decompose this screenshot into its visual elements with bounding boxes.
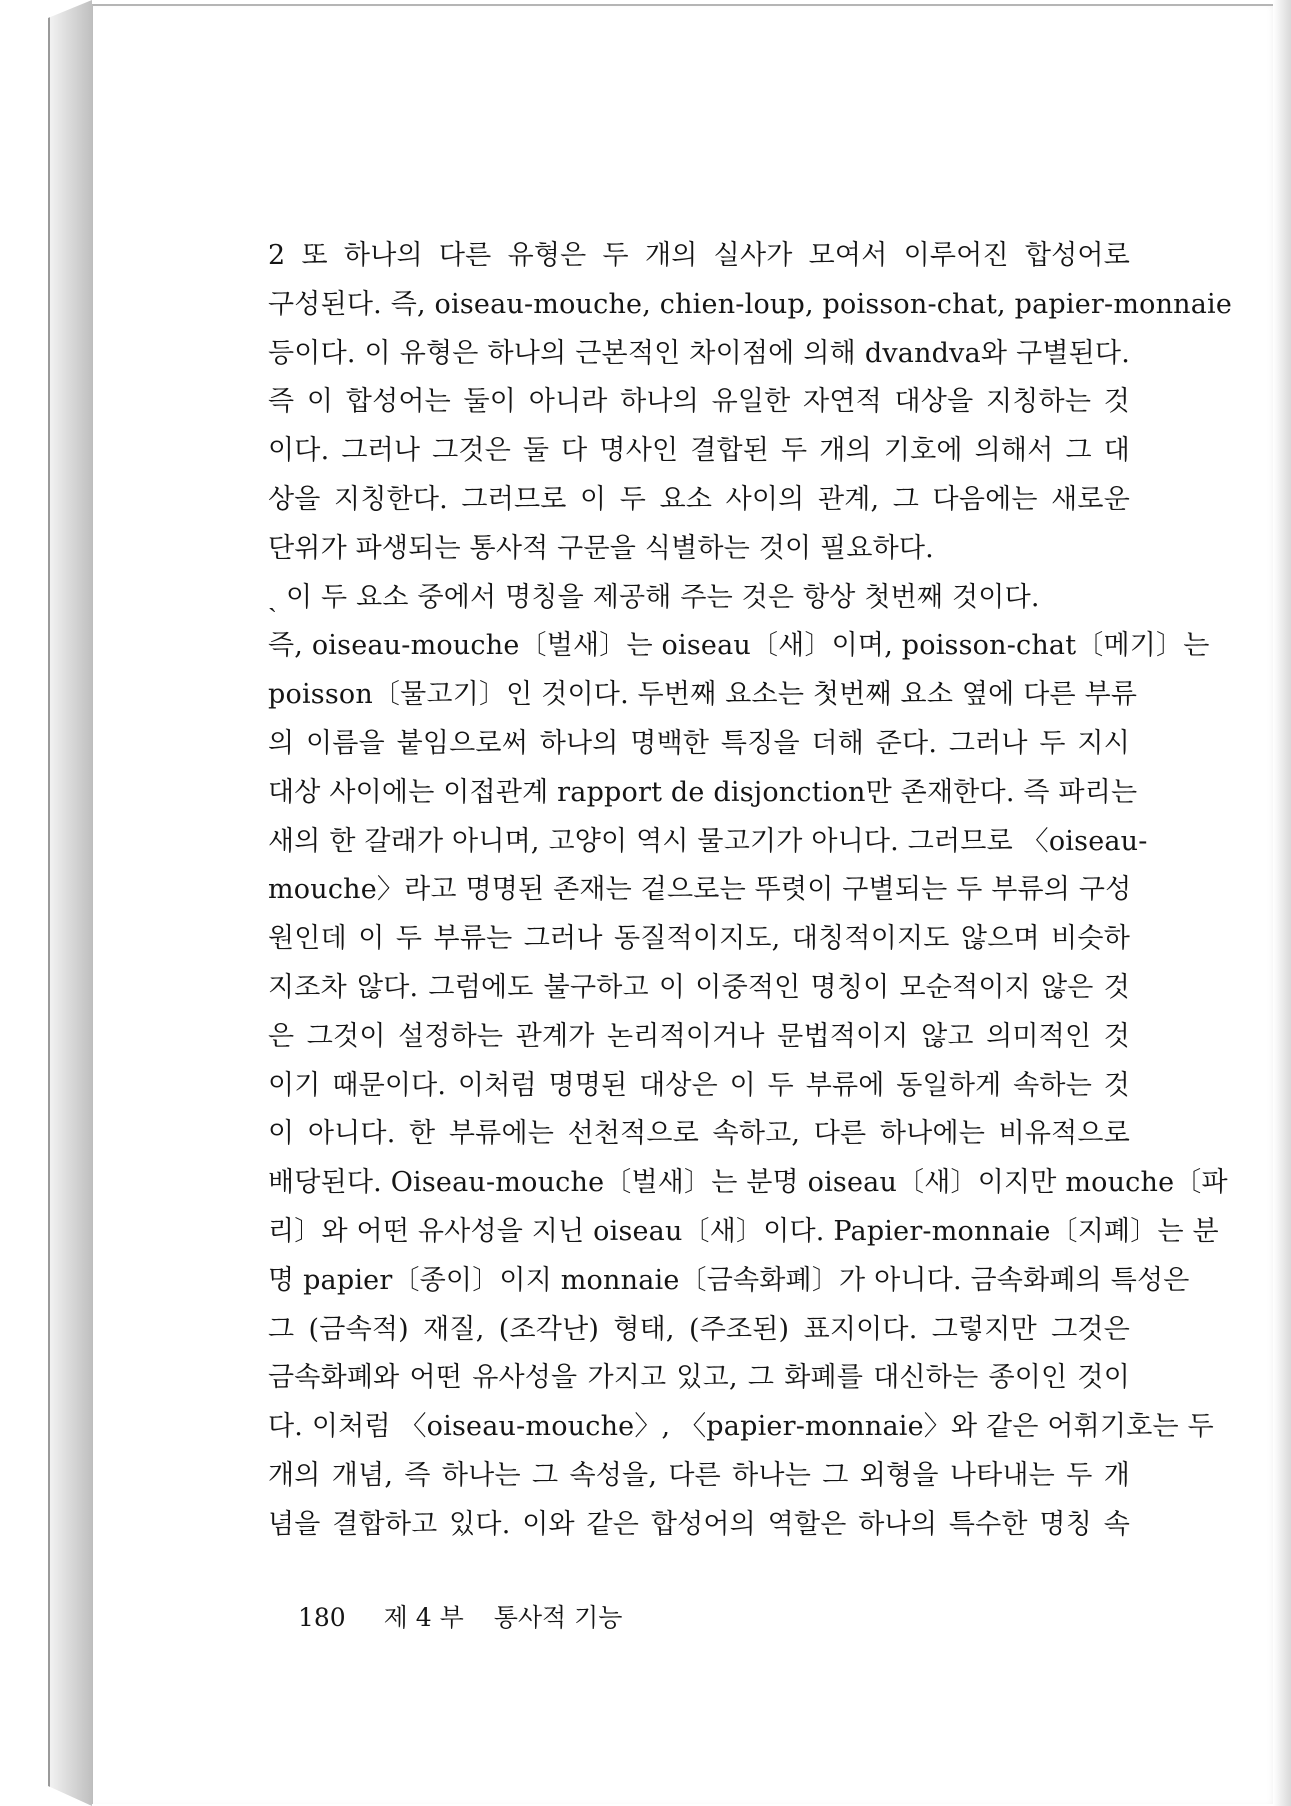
- page-footer: [298, 1598, 644, 1634]
- text-line: ˎ 이 두 요소 중에서 명칭을 제공해 주는 것은 항상 첫번째 것이다.: [268, 581, 1040, 613]
- text-line: 다. 이처럼 〈oiseau-mouche〉, 〈papier-monnaie〉와 같은 어휘기호는 두: [268, 1411, 1214, 1443]
- text-line: 의 이름을 붙임으로써 하나의 명백한 특징을 더해 준다. 그러나 두 지시: [268, 727, 1130, 759]
- text-line: 이 아니다. 한 부류에는 선천적으로 속하고, 다른 하나에는 비유적으로: [268, 1118, 1130, 1150]
- text-line: 등이다. 이 유형은 하나의 근본적인 차이점에 의해 dvandva와 구별된다.: [268, 337, 1130, 369]
- page-number: 180: [298, 1603, 346, 1632]
- text-line: 지조차 않다. 그럼에도 불구하고 이 이중적인 명칭이 모순적이지 않은 것: [268, 971, 1130, 1003]
- part-label: 제 4 부: [383, 1603, 464, 1632]
- text-line: 은 그것이 설정하는 관계가 논리적이거나 문법적이지 않고 의미적인 것: [268, 1020, 1130, 1052]
- text-line: 개의 개념, 즉 하나는 그 속성을, 다른 하나는 그 외형을 나타내는 두 개: [268, 1459, 1130, 1491]
- text-line: 념을 결합하고 있다. 이와 같은 합성어의 역할은 하나의 특수한 명칭 속: [268, 1508, 1130, 1540]
- text-line: 즉 이 합성어는 둘이 아니라 하나의 유일한 자연적 대상을 지칭하는 것: [268, 386, 1130, 418]
- book-spine: [48, 0, 94, 1806]
- text-line: poisson〔물고기〕인 것이다. 두번째 요소는 첫번째 요소 옆에 다른 부류: [268, 679, 1138, 711]
- text-line: 상을 지칭한다. 그러므로 이 두 요소 사이의 관계, 그 다음에는 새로운: [268, 483, 1130, 515]
- text-line: 그 (금속적) 재질, (조각난) 형태, (주조된) 표지이다. 그렇지만 그것은: [268, 1313, 1130, 1345]
- text-line: mouche〉라고 명명된 존재는 겉으로는 뚜렷이 구별되는 두 부류의 구성: [268, 874, 1132, 906]
- text-line: 단위가 파생되는 통사적 구문을 식별하는 것이 필요하다.: [268, 532, 934, 564]
- text-line: 명 papier〔종이〕이지 monnaie〔금속화폐〕가 아니다. 금속화폐의 특성은: [268, 1264, 1190, 1296]
- body-text: [268, 232, 1233, 1550]
- page-edge-shadow: [1273, 0, 1291, 1806]
- text-line: 이다. 그러나 그것은 둘 다 명사인 결합된 두 개의 기호에 의해서 그 대: [268, 435, 1130, 467]
- part-title: 통사적 기능: [493, 1603, 623, 1632]
- text-line: 금속화폐와 어떤 유사성을 가지고 있고, 그 화폐를 대신하는 종이인 것이: [268, 1362, 1130, 1394]
- text-line: 원인데 이 두 부류는 그러나 동질적이지도, 대칭적이지도 않으며 비슷하: [268, 923, 1130, 955]
- text-line: 새의 한 갈래가 아니며, 고양이 역시 물고기가 아니다. 그러므로 〈oiseau-: [268, 825, 1148, 857]
- text-line: 이기 때문이다. 이처럼 명명된 대상은 이 두 부류에 동일하게 속하는 것: [268, 1069, 1130, 1101]
- text-line: 즉, oiseau-mouche〔벌새〕는 oiseau〔새〕이며, poisson-chat〔메기〕는: [268, 630, 1210, 662]
- text-line: 리〕와 어떤 유사성을 지닌 oiseau〔새〕이다. Papier-monnaie〔지폐〕는 분: [268, 1215, 1219, 1247]
- text-line: 2 또 하나의 다른 유형은 두 개의 실사가 모여서 이루어진 합성어로: [268, 240, 1130, 271]
- text-line: 구성된다. 즉, oiseau-mouche, chien-loup, poisson-chat, papier-monnaie: [268, 288, 1233, 320]
- text-line: 대상 사이에는 이접관계 rapport de disjonction만 존재한다. 즉 파리는: [268, 776, 1138, 808]
- text-line: 배당된다. Oiseau-mouche〔벌새〕는 분명 oiseau〔새〕이지만 mouche〔파: [268, 1167, 1228, 1199]
